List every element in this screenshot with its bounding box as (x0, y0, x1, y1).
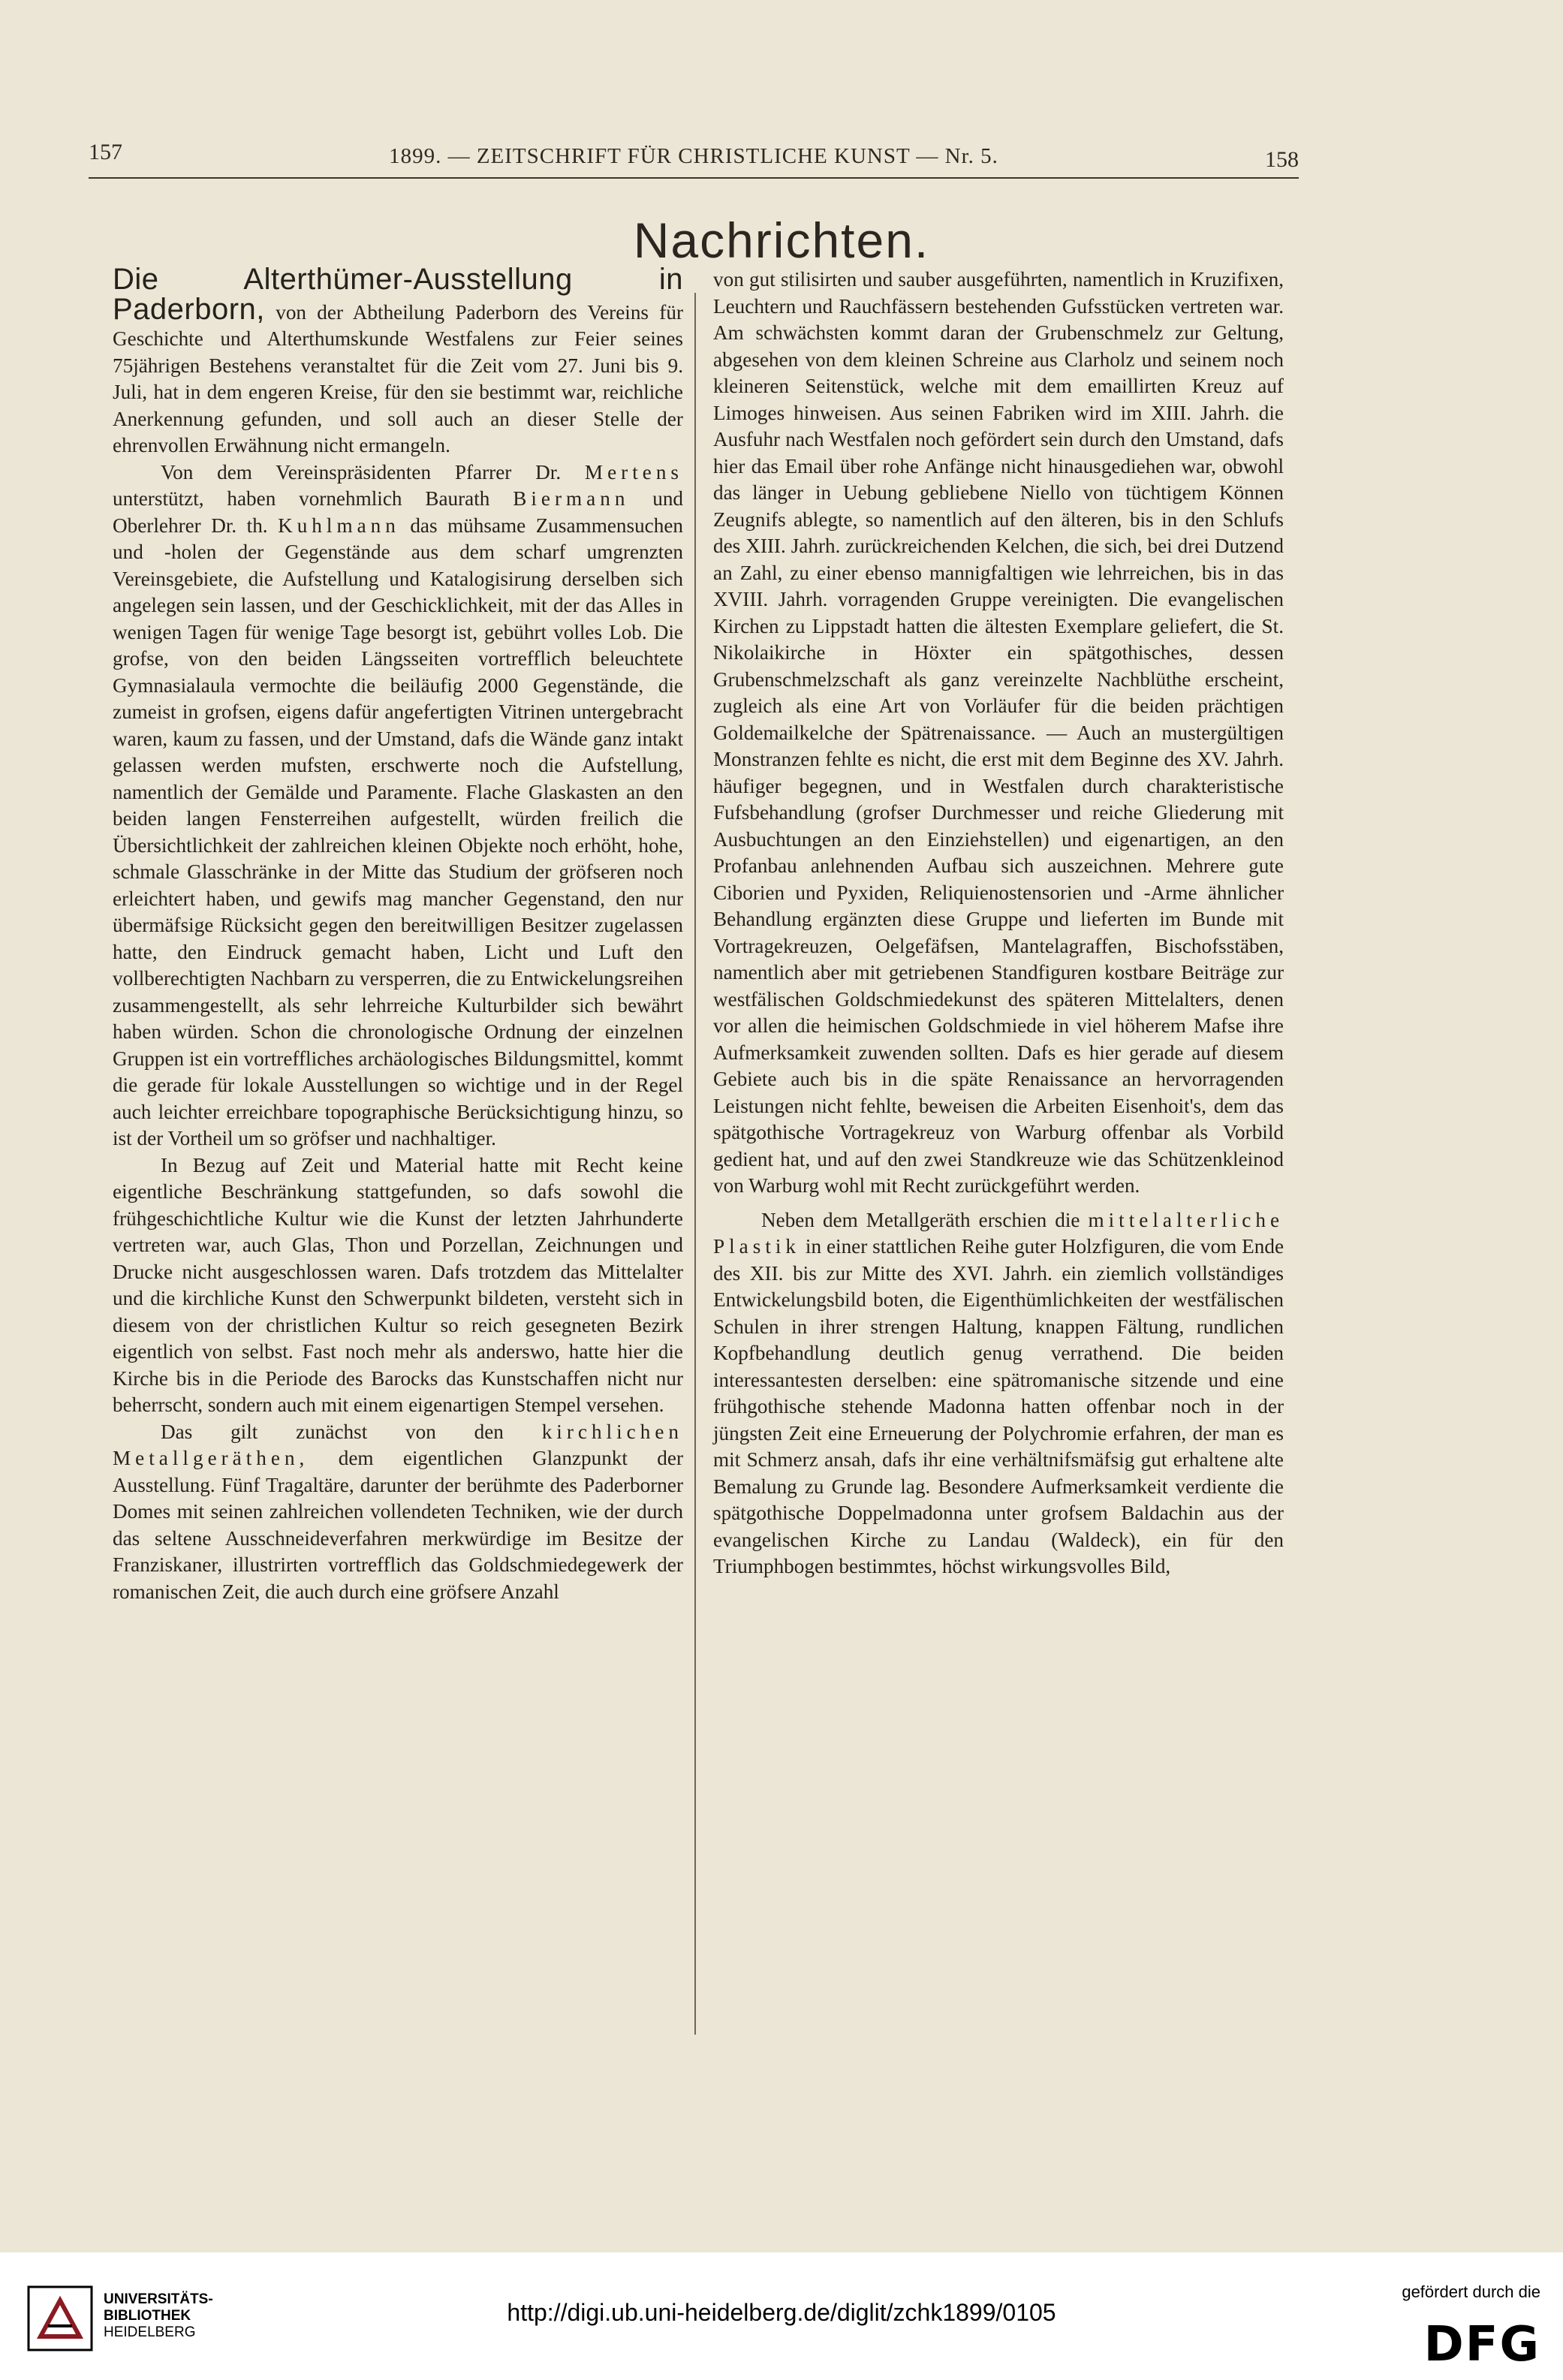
paragraph (713, 1207, 1284, 1580)
paragraph-text: und Oberlehrer Dr. th. (113, 487, 684, 537)
library-name-line: BIBLIOTHEK (104, 2308, 191, 2324)
paragraph (113, 459, 683, 1152)
right-column (713, 267, 1284, 1580)
paragraph-text: von der Abtheilung Paderborn des Vereins für Geschichte und Alterthumskunde Westfalens zur Feier seines 75jährigen Bestehens veranstaltet für die Zeit vom 27. Juni bis 9. Juli, hat in dem engeren Kreise, für den sie bestimmt war, reichliche Anerkennung gefunden, und soll auch an dieser Stelle der ehrenvollen Erwähnung nicht ermangeln. (113, 300, 683, 456)
paragraph-text: in einer stattlichen Reihe guter Holzfiguren, die vom Ende des XII. bis zur Mitte des XVI. Jahrh. ein ziemlich vollständiges Entwickelungsbild boten, die Eigenthümlichkeiten der westfälischen Schulen in ihrer strengen Haltung, knappen Fältung, rundlichen Kopfbehandlung deutlich genug verrathend. Die beiden interessantesten derselben: eine spätromanische sitzende und eine frühgothische stehende Madonna hatten offenbar noch in der jüngsten Zeit eine Erneuerung der Polychromie erfahren, der man es mit Schmerz ansah, dafs ihr eine verhältnifsmäfsig gut erhaltene alte Bemalung zu Grunde lag. Besondere Aufmerksamkeit verdiente die spätgothische Doppelmadonna unter grofsem Baldachin aus der evangelischen Kirche zu Landau (Waldeck), ein für den Triumphbogen bestimmtes, höchst wirkungsvolles Bild, (713, 1235, 1284, 1577)
emphasis-term: kirchlichen Metallgeräthen, (113, 1420, 683, 1469)
left-column (113, 263, 684, 1605)
article-intro (113, 263, 683, 459)
dfg-logo-icon: DFG (1423, 2317, 1540, 2372)
page-number-left: 157 (89, 140, 122, 164)
article-title: Die Alterthümer-Ausstellung in Paderborn, (113, 263, 683, 326)
library-name-line: HEIDELBERG (104, 2324, 196, 2340)
journal-title: 1899. — ZEITSCHRIFT FÜR CHRISTLICHE KUNST — Nr. 5. (389, 144, 998, 168)
paragraph-text: Neben dem Metallgeräth erschien die (761, 1208, 1080, 1231)
permalink-url[interactable]: http://digi.ub.uni-heidelberg.de/diglit/zchk1899/0105 (507, 2299, 1056, 2326)
paragraph: von gut stilisirten und sauber ausgeführten, namentlich in Kruzifixen, Leuchtern und Rauchfässern bestehenden Gufsstücken vertreten war. Am schwächsten kommt daran der Grubenschmelz zur Geltung, abgesehen von dem kleinen Schreine aus Clarholz und seinem noch kleineren Seitenstück, welche mit dem emaillirten Kreuz auf Limoges hinweisen. Aus seinen Fabriken wird im XIII. Jahrh. die Ausfuhr nach Westfalen noch gefördert sein durch den Umstand, dafs hier das Email über rohe Anfänge nicht hinausgediehen war, obwohl das länger in Uebung gebliebene Niello von tüchtigem Können Zeugnifs ablegte, so namentlich auf den älteren, bis in den Schlufs des XIII. Jahrh. zurückreichenden Kelchen, die sich, bei drei Dutzend an Zahl, zu einer ebenso mannigfaltigen wie lehrreichen, bis in das XVIII. Jahrh. vorragenden Gruppe vereinigten. Die evangelischen Kirchen zu Lippstadt hatten die ältesten Exemplare geliefert, die St. Nikolaikirche in Höxter ein spätgothisches, dessen Grubenschmelzschaft als ganz vereinzelte Nachblüthe erscheint, zugleich als eine Art von Vorläufer für die beiden prächtigen Goldemailkelche der Spätrenaissance. — Auch an mustergültigen Monstranzen fehlte es nicht, die erst mit dem Beginne des XV. Jahrh. häufiger begegnen, und in Westfalen durch charakteristische Fufsbehandlung (grofser Durchmesser und reiche Gliederung mit Ausbuchtungen an den Einziehstellen) und eigenartigen, an den Profanbau anlehnenden Aufbau sich auszeichnen. Mehrere gute Ciborien und Pyxiden, Reliquienostensorien und -Arme ähnlicher Behandlung ergänzten diese Gruppe und lieferten im Bunde mit Vortragekreuzen, Oelgefäfsen, Mantelagraffen, Bischofsstäben, namentlich aber mit getriebenen Standfiguren kostbare Beiträge zur westfälischen Goldschmiedekunst des späteren Mittelalters, denen vor allen die heimischen Goldschmiede in viel höherem Mafse ihre Aufmerksamkeit zuwenden sollten. Dafs es hier gerade auf diesem Gebiete auch bis in die späte Renaissance an hervorragenden Leistungen nicht fehlte, beweisen die Arbeiten Eisenhoit's, dem das spätgothische Vortragekreuz von Warburg offenbar als Vorbild gedient hat, und auf den zwei Standkreuze wie das Schützenkleinod von Warburg wohl mit Recht zurückgeführt werden. (713, 268, 1284, 1197)
running-head (89, 140, 1299, 179)
digitization-footer (0, 2252, 1563, 2380)
paragraph-text: das mühsame Zusammensuchen und -holen der Gegenstände aus dem scharf umgrenzten Vereinsgebiete, die Aufstellung und Katalogisirung derselben sich angelegen sein lassen, und der Geschicklichkeit, mit der das Alles in wenigen Tagen für wenige Tage besorgt ist, gebührt volles Lob. Die grofse, von den beiden Längsseiten vortrefflich beleuchtete Gymnasialaula vermochte die beiläufig 2000 Gegenstände, die zumeist in grofsen, eigens dafür angefertigten Vitrinen untergebracht waren, kaum zu fassen, und der Umstand, dafs die Wände ganz intakt gelassen werden mufsten, erschwerte noch die Aufstellung, namentlich der Gemälde und Paramente. Flache Glaskasten an den beiden langen Fensterreihen aufgestellt, würden freilich die Übersichtlichkeit der zahlreichen kleinen Objekte noch erhöht, hohe, schmale Glasschränke in der Mitte das Studium der gröfseren noch erleichtert haben, und gewifs mag mancher Gegenstand, den nur übermäfsige Rücksicht gegen den bereitwilligen Besitzer zugelassen hatte, den Eindruck gemacht haben, Licht und Luft den vollberechtigten Nachbarn zu versperren, die zu Entwickelungsreihen zusammengestellt, als sehr lehrreiche Kulturbilder sich bewährt haben würden. Schon die chronologische Ordnung der einzelnen Gruppen ist ein vortreffliches archäologisches Bildungsmittel, kommt die gerade für lokale Ausstellungen so wichtige und in der Regel auch leichter erreichbare topographische Berücksichtigung hinzu, so ist der Vortheil um so gröfser und nachhaltiger. (113, 514, 683, 1149)
person-name: Mertens (584, 460, 684, 484)
paragraph (113, 1419, 683, 1606)
funding-note: gefördert durch die (1402, 2282, 1540, 2301)
paragraph: In Bezug auf Zeit und Material hatte mit Recht keine eigentliche Beschränkung stattgefunden, so dafs sowohl die frühgeschichtliche Kultur wie die Kunst der letzten Jahrhunderte vertreten war, auch Glas, Thon und Porzellan, Zeichnungen und Drucke nicht ausgeschlossen waren. Dafs trotzdem das Mittelalter und die kirchliche Kunst den Schwerpunkt bildeten, versteht sich in diesem von der christlichen Kultur so reich gesegneten Bezirk eigentlich von selbst. Fast noch mehr als anderswo, hatte hier die Kirche bis in die Periode des Barocks das Kunstschaffen nicht nur beherrscht, sondern auch mit einem eigenartigen Stempel versehen. (113, 1153, 683, 1416)
library-name-line: UNIVERSITÄTS- (104, 2291, 213, 2307)
person-name: Biermann (513, 487, 630, 510)
person-name: Kuhlmann (278, 514, 400, 537)
section-title: Nachrichten. (633, 212, 930, 268)
emphasis-term: mittelalterliche Plastik (713, 1208, 1284, 1258)
column-divider (694, 293, 696, 2035)
paragraph-text: Von dem Vereinspräsidenten Pfarrer Dr. (161, 460, 562, 484)
paragraph-text: unterstützt, haben vornehmlich Baurath (113, 487, 490, 510)
page-number-right: 158 (1265, 147, 1299, 172)
paragraph-text: Das gilt zunächst von den (161, 1420, 504, 1443)
paragraph-text: dem eigentlichen Glanzpunkt der Ausstellung. Fünf Tragaltäre, darunter der berühmte des Paderborner Domes mit seinen zahlreichen vollendeten Techniken, wie der durch das seltene Ausschneideverfahren merkwürdige im Besitze der Franziskaner, illustrirten vortrefflich das Goldschmiedegewerk der romanischen Zeit, die auch durch eine gröfsere Anzahl (113, 1447, 683, 1603)
